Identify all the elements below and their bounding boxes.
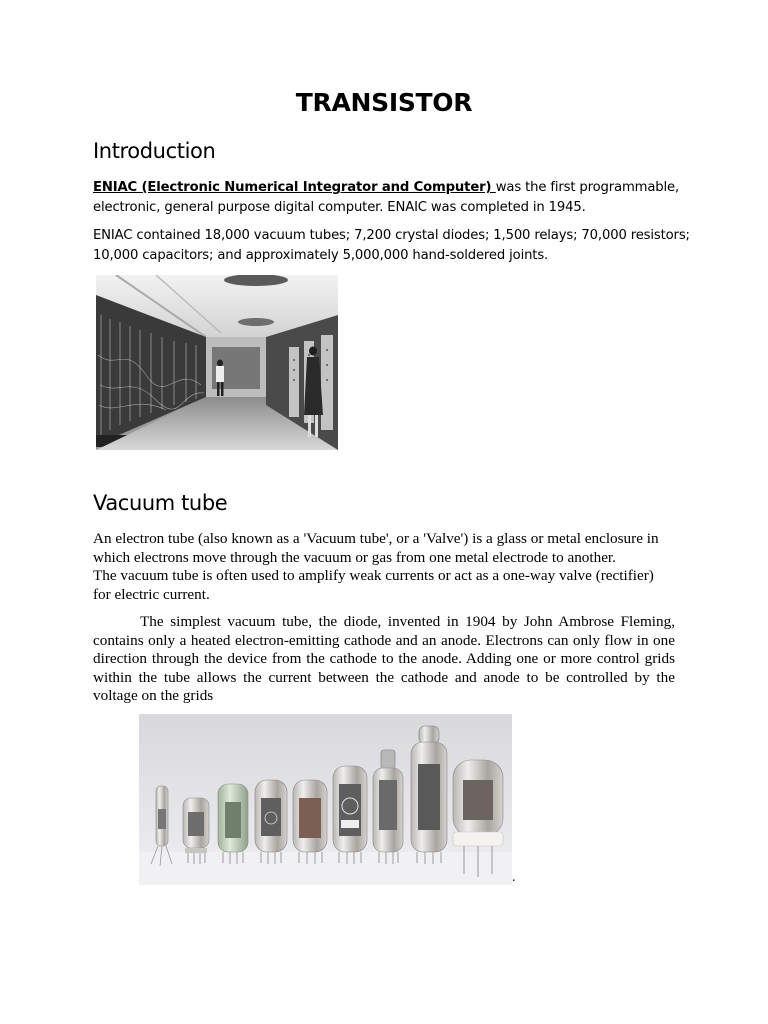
eniac-definition-term: ENIAC (Electronic Numerical Integrator and Computer) (93, 180, 496, 195)
intro-paragraph-1-text: was the first programmable, electronic, general purpose digital computer. ENAIC was completed in 1945. (93, 180, 680, 215)
vacuum-paragraph-1-line-a: An electron tube (also known as a 'Vacuum tube', or a 'Valve') is a glass or metal enclosure in which electrons move through the vacuum or gas from one metal electrode to another. (93, 530, 659, 566)
vacuum-tubes-photo (139, 714, 512, 885)
eniac-photo-graphic (96, 275, 338, 450)
trailing-period: . (512, 870, 516, 885)
vacuum-paragraph-1-line-b: The vacuum tube is often used to amplify weak currents or act as a one-way valve (rectifier) for electric current. (93, 567, 654, 603)
section-heading-introduction: Introduction (93, 139, 216, 163)
vacuum-paragraph-2: The simplest vacuum tube, the diode, invented in 1904 by John Ambrose Fleming, contains only a heated electron-emitting cathode and an anode. Electrons can only flow in one direction through the device from the cathode to the anode. Adding one or more control grids within the tube allows the current between the cathode and anode to be controlled by the voltage on the grids (93, 613, 675, 704)
section-heading-vacuum-tube: Vacuum tube (93, 491, 228, 515)
intro-paragraph-1 (93, 178, 693, 218)
eniac-photo (96, 275, 338, 450)
intro-paragraph-2: ENIAC contained 18,000 vacuum tubes; 7,200 crystal diodes; 1,500 relays; 70,000 resistors; 10,000 capacitors; and approximately 5,000,000 hand-soldered joints. (93, 228, 690, 263)
document-title: TRANSISTOR (295, 88, 473, 117)
vacuum-paragraph-1 (93, 530, 675, 604)
vacuum-tubes-graphic (139, 714, 512, 885)
